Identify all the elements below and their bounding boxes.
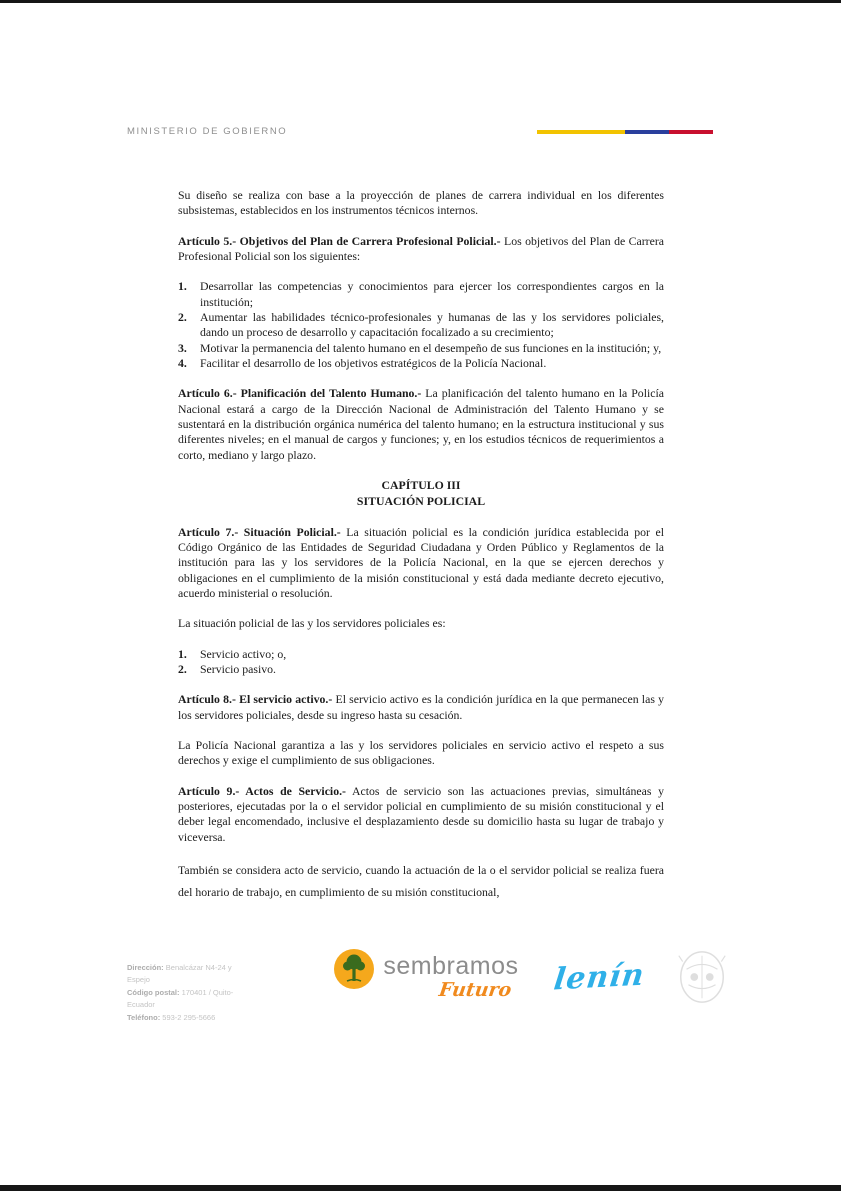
footer-address xyxy=(127,948,245,1024)
article-8-text: El servicio activo es la condición jurídica en la que permanecen las y los servidores policiales, desde su ingreso hasta su cesación. xyxy=(178,692,664,722)
list-item-text: Aumentar las habilidades técnico-profesionales y humanas de las y los servidores policiales, dando un proceso de desarrollo y capacitación focalizado a su crecimiento; xyxy=(200,309,664,340)
article-9-paragraph xyxy=(178,784,664,845)
futuro-script: Futuro xyxy=(437,979,514,1001)
article-7-paragraph xyxy=(178,525,664,602)
article-9-text: Actos de servicio son las actuaciones previas, simultáneas y posteriores, ejecutadas por la o el servidor policial en cumplimiento de su misión constitucional y el deber legal encomendado, inclusive el desplazamiento desde su domicilio hasta su lugar de trabajo y viceversa. xyxy=(178,783,665,844)
flag-stripe xyxy=(537,130,713,134)
document-header xyxy=(127,126,713,137)
paragraph-intro: Su diseño se realiza con base a la proyección de planes de carrera individual en los diferentes subsistemas, establecidos en los instrumentos técnicos internos. xyxy=(178,188,664,218)
list-item-number: 3. xyxy=(178,340,187,355)
scan-border-bottom xyxy=(0,1185,841,1191)
article-7-text: La situación policial es la condición jurídica establecida por el Código Orgánico de las Entidades de Seguridad Ciudadana y Orden Público y Reglamentos de la institución para las y los servidores de la Policía Nacional, en la que se ejercen derechos y obligaciones en el cumplimiento de la misión constitucional y está dada mediante decreto ejecutivo, acuerdo ministerial o resolución. xyxy=(178,524,664,601)
article-8-paragraph xyxy=(178,692,664,723)
list-item xyxy=(178,310,664,341)
scan-border-top xyxy=(0,0,841,3)
list-item xyxy=(178,279,664,310)
paragraph-tambien: También se considera acto de servicio, cuando la actuación de la o el servidor policial se realiza fuera del horario de trabajo, en cumplimiento de su misión constitucional, xyxy=(178,863,664,899)
list-item xyxy=(178,662,664,677)
list-item-number: 1. xyxy=(178,279,187,294)
flag-yellow-segment xyxy=(537,130,625,134)
paragraph-garantia: La Policía Nacional garantiza a las y los servidores policiales en servicio activo el respeto a sus derechos y exige el cumplimiento de sus obligaciones. xyxy=(178,738,664,768)
list-item-text: Desarrollar las competencias y conocimientos para ejercer los correspondientes cargos en la institución; xyxy=(200,279,664,309)
flag-red-segment xyxy=(669,130,713,134)
article-5-paragraph xyxy=(178,234,664,265)
document-body xyxy=(178,188,664,904)
list-item xyxy=(178,647,664,662)
list-item xyxy=(178,341,664,356)
article-9-title: Artículo 9.- Actos de Servicio.- xyxy=(178,783,346,798)
list-item-number: 1. xyxy=(178,646,187,661)
sembramos-logo xyxy=(333,948,518,1000)
list-item-text: Servicio pasivo. xyxy=(200,662,277,677)
list-item-text: Servicio activo; o, xyxy=(200,646,287,661)
sembramos-text: sembramos xyxy=(383,952,519,980)
list-item-text: Facilitar el desarrollo de los objetivos estratégicos de la Policía Nacional. xyxy=(200,355,547,370)
address-line: Código postal: 170401 / Quito-Ecuador xyxy=(127,987,234,1010)
tree-icon xyxy=(333,948,375,990)
list-item-text: Motivar la permanencia del talento humano en el desempeño de sus funciones en la institución; y, xyxy=(200,340,662,355)
servicio-list xyxy=(178,647,664,678)
address-line: Teléfono: 593-2 295-5666 xyxy=(127,1012,216,1022)
article-6-paragraph xyxy=(178,386,664,463)
crest-emblem-icon xyxy=(673,948,731,1011)
article-6-text: La planificación del talento humano en la Policía Nacional estará a cargo de la Dirección Nacional de Administración del Talento Humano y se sustentará en la distribución orgánica numérica del talento humano; en la estructura institucional y sus diferentes niveles; en el manual de cargos y funciones; y, en los estudios técnicos de requerimientos a corto, mediano y largo plazo. xyxy=(178,386,664,462)
list-item-number: 4. xyxy=(178,355,187,370)
paragraph-situacion: La situación policial de las y los servidores policiales es: xyxy=(178,616,446,631)
article-8-title: Artículo 8.- El servicio activo.- xyxy=(178,692,333,707)
article-5-text: Los objetivos del Plan de Carrera Profesional Policial son los siguientes: xyxy=(178,233,664,263)
list-item-number: 2. xyxy=(178,309,187,324)
objectives-list xyxy=(178,279,664,371)
article-5-title: Artículo 5.- Objetivos del Plan de Carrera Profesional Policial.- xyxy=(178,233,501,248)
list-item-number: 2. xyxy=(178,662,187,677)
article-6-title: Artículo 6.- Planificación del Talento Humano.- xyxy=(178,386,422,401)
document-footer xyxy=(127,948,731,1024)
flag-blue-segment xyxy=(625,130,669,134)
chapter-subtitle: SITUACIÓN POLICIAL xyxy=(356,493,486,508)
chapter-heading xyxy=(178,478,664,510)
chapter-title: CAPÍTULO III xyxy=(381,477,461,492)
address-line: Dirección: Benalcázar N4-24 y Espejo xyxy=(127,963,232,985)
article-7-title: Artículo 7.- Situación Policial.- xyxy=(178,524,341,539)
ministry-name: MINISTERIO DE GOBIERNO xyxy=(127,126,288,137)
list-item xyxy=(178,356,664,371)
sembramos-wordmark xyxy=(383,948,518,1000)
lenin-signature: lenín xyxy=(552,957,648,998)
